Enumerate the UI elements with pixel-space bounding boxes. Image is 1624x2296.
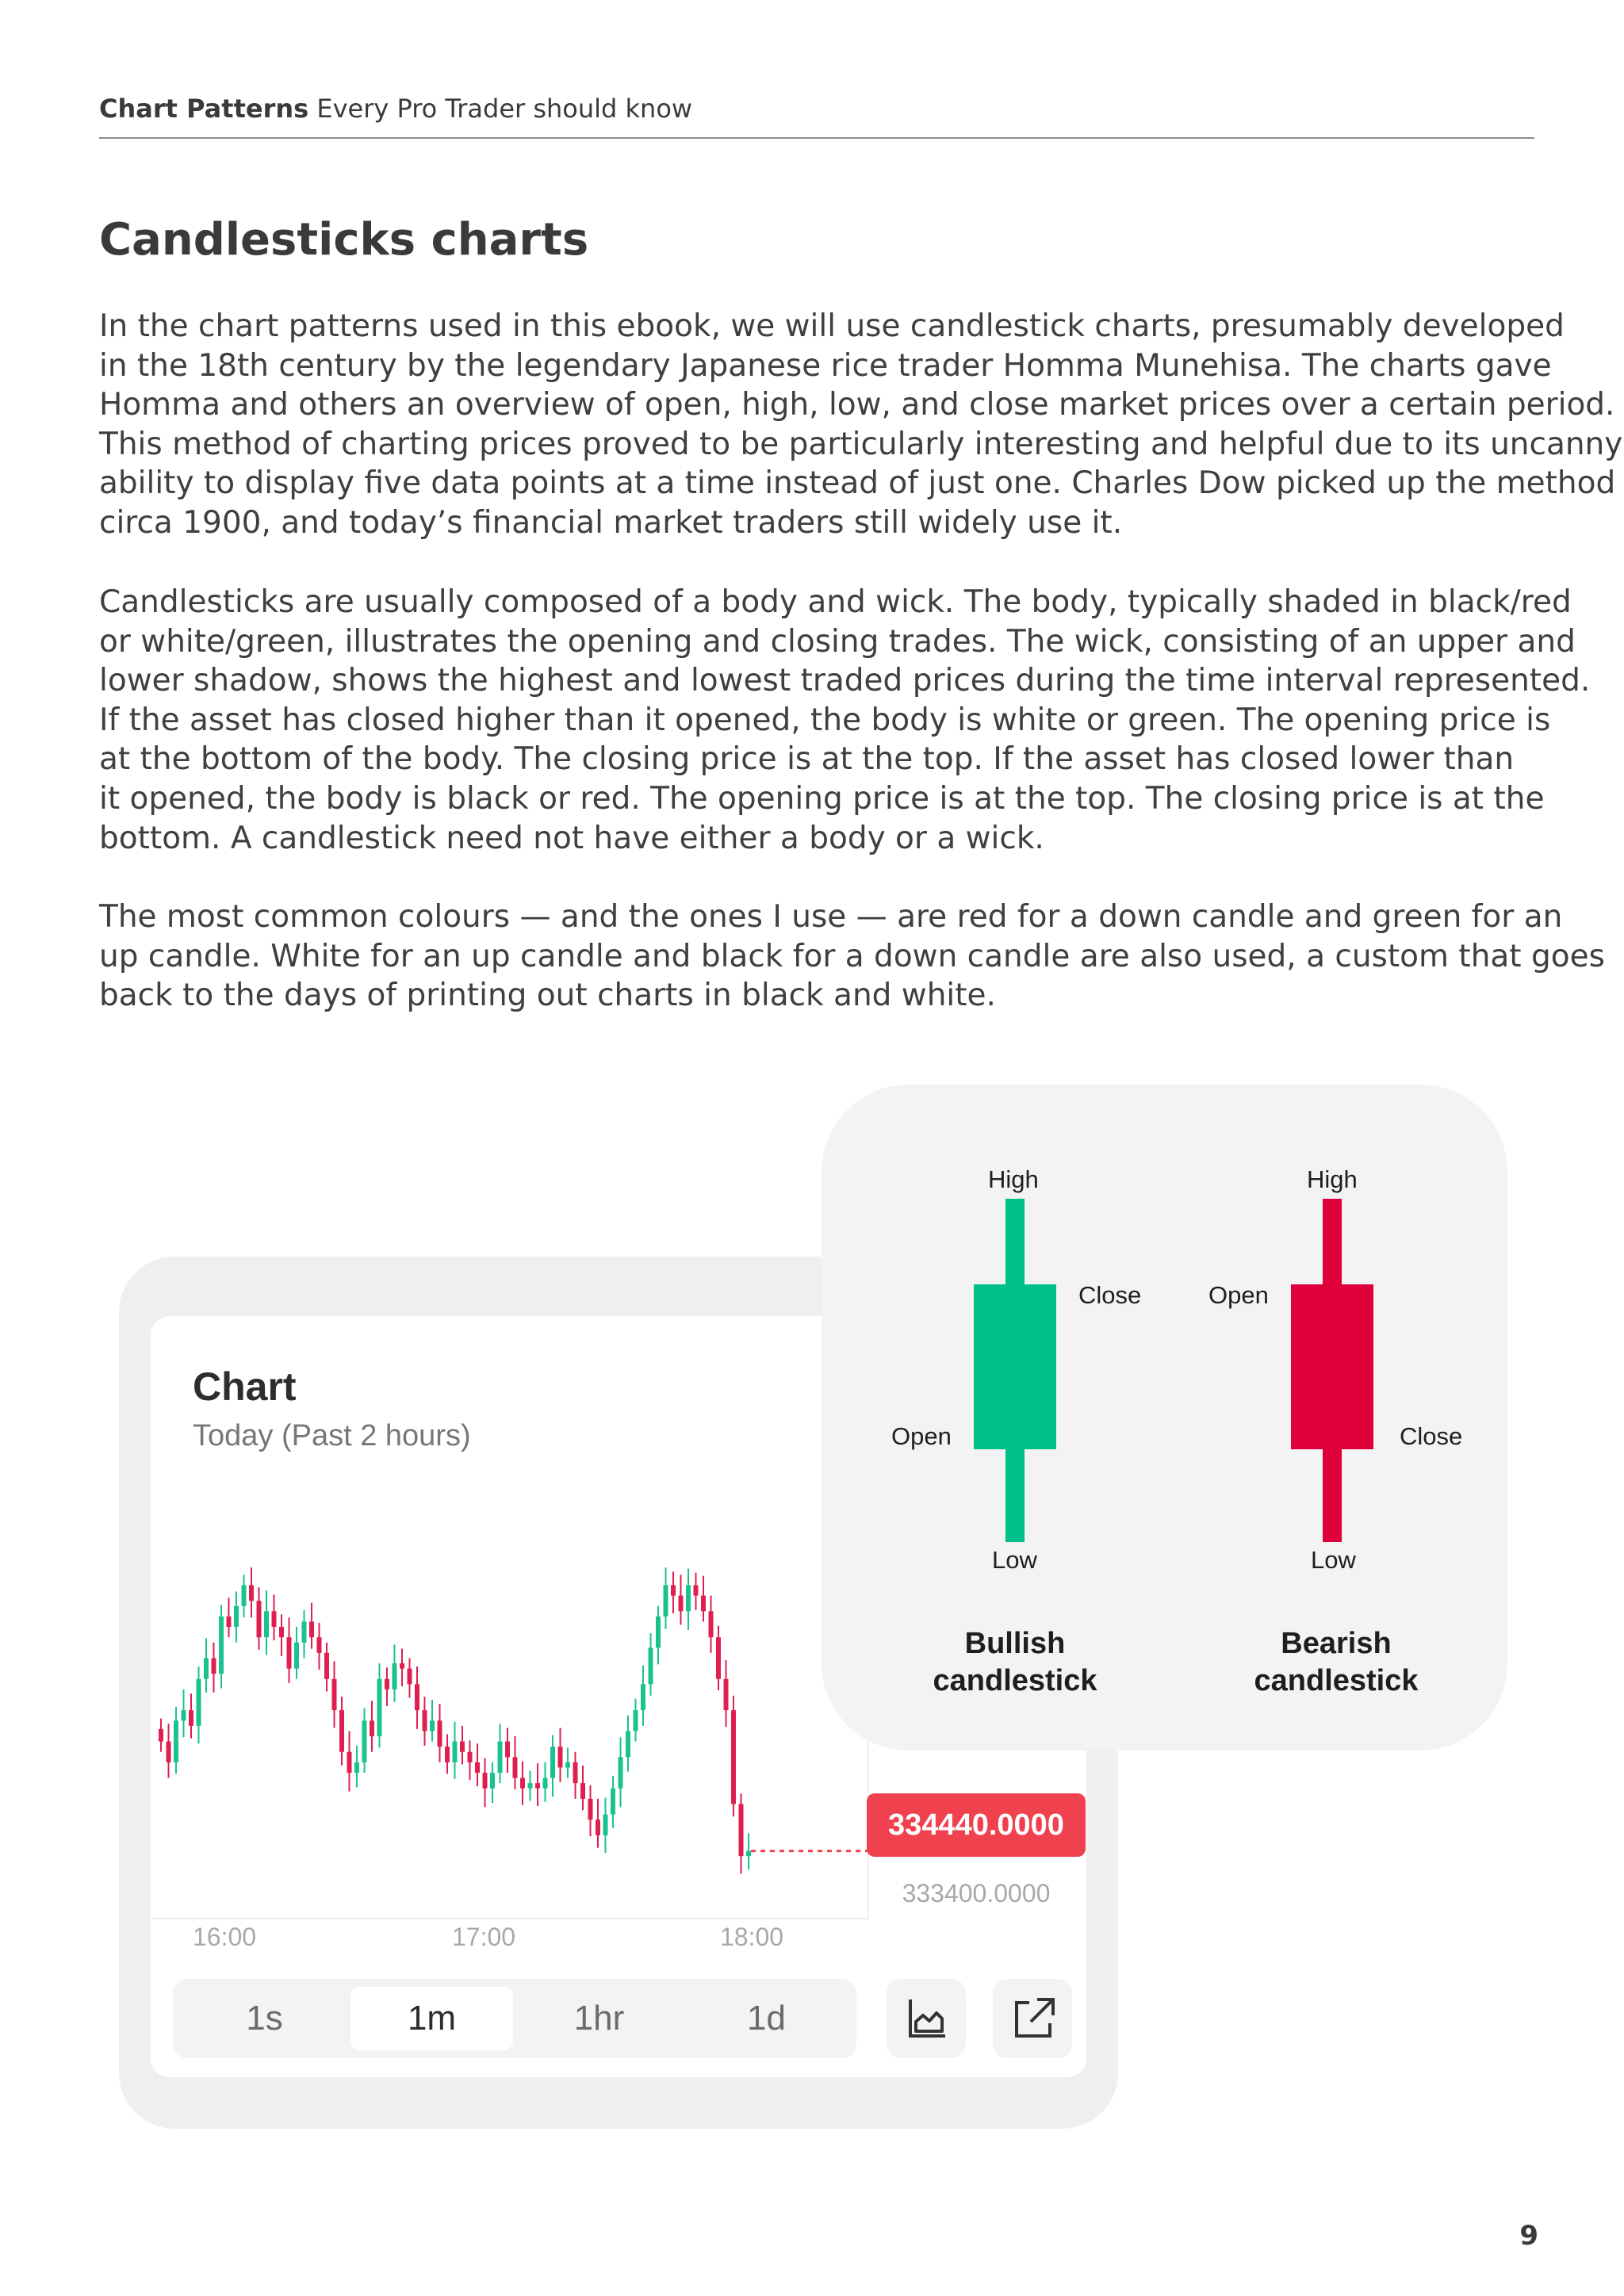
bullish-body bbox=[974, 1284, 1056, 1449]
bullish-caption bbox=[896, 1625, 1134, 1700]
timeframe-1s-button[interactable]: 1s bbox=[246, 1999, 283, 2038]
bearish-open-label: Open bbox=[1208, 1281, 1269, 1309]
timeframe-1d-button[interactable]: 1d bbox=[747, 1999, 786, 2038]
bullish-close-label: Close bbox=[1078, 1281, 1142, 1309]
bearish-low-label: Low bbox=[1311, 1546, 1356, 1574]
text-line: This method of charting prices proved to be particularly interesting and helpful due to its uncanny bbox=[99, 426, 1623, 462]
timeframe-1hr-button[interactable]: 1hr bbox=[573, 1999, 625, 2038]
time-label: 18:00 bbox=[720, 1923, 784, 1951]
text-line: If the asset has closed higher than it opened, the body is white or green. The opening price is bbox=[99, 702, 1551, 738]
widget-title: Chart bbox=[193, 1364, 297, 1409]
caption-line: Bearish bbox=[1281, 1627, 1392, 1660]
bearish-caption bbox=[1217, 1625, 1455, 1700]
bullish-low-label: Low bbox=[992, 1546, 1037, 1574]
header-title-bold: Chart Patterns bbox=[99, 94, 309, 124]
section-title: Candlesticks charts bbox=[99, 214, 589, 266]
text-line: circa 1900, and today’s financial market traders still widely use it. bbox=[99, 504, 1123, 541]
text-line: In the chart patterns used in this ebook, we will use candlestick charts, presumably developed bbox=[99, 308, 1565, 344]
widget-subtitle: Today (Past 2 hours) bbox=[193, 1419, 471, 1452]
text-line: or white/green, illustrates the opening and closing trades. The wick, consisting of an upper and bbox=[99, 623, 1576, 660]
text-line: at the bottom of the body. The closing price is at the top. If the asset has closed lower than bbox=[99, 741, 1515, 778]
bullish-high-label: High bbox=[988, 1165, 1039, 1193]
price-scale-label: 333400.0000 bbox=[902, 1879, 1051, 1908]
text-line: ability to display five data points at a time instead of just one. Charles Dow picked up the method bbox=[99, 465, 1616, 502]
text-line: in the 18th century by the legendary Japanese rice trader Homma Munehisa. The charts gave bbox=[99, 347, 1552, 384]
bullish-open-label: Open bbox=[891, 1422, 952, 1450]
text-line: lower shadow, shows the highest and lowest traded prices during the time interval represented. bbox=[99, 663, 1591, 699]
header-title-rest: Every Pro Trader should know bbox=[316, 94, 693, 124]
text-line: back to the days of printing out charts in black and white. bbox=[99, 978, 996, 1014]
page-number: 9 bbox=[1519, 2220, 1538, 2252]
text-line: The most common colours — and the ones I use — are red for a down candle and green for an bbox=[99, 899, 1563, 935]
time-label: 17:00 bbox=[452, 1923, 516, 1951]
time-label: 16:00 bbox=[193, 1923, 257, 1951]
current-price-badge: 334440.0000 bbox=[867, 1793, 1086, 1857]
text-line: Homma and others an overview of open, high, low, and close market prices over a certain period. bbox=[99, 387, 1615, 423]
caption-line: candlestick bbox=[933, 1664, 1097, 1697]
bearish-body bbox=[1291, 1284, 1373, 1449]
text-line: bottom. A candlestick need not have either a body or a wick. bbox=[99, 820, 1044, 856]
text-line: Candlesticks are usually composed of a body and wick. The body, typically shaded in black/red bbox=[99, 584, 1572, 620]
caption-line: Bullish bbox=[964, 1627, 1066, 1660]
bearish-close-label: Close bbox=[1400, 1422, 1463, 1450]
text-line: it opened, the body is black or red. The opening price is at the top. The closing price is at the bbox=[99, 780, 1545, 817]
caption-line: candlestick bbox=[1254, 1664, 1419, 1697]
timeframe-1m-button[interactable]: 1m bbox=[350, 1987, 513, 2050]
bearish-high-label: High bbox=[1307, 1165, 1358, 1193]
text-line: up candle. White for an up candle and black for a down candle are also used, a custom that goes bbox=[99, 938, 1605, 974]
